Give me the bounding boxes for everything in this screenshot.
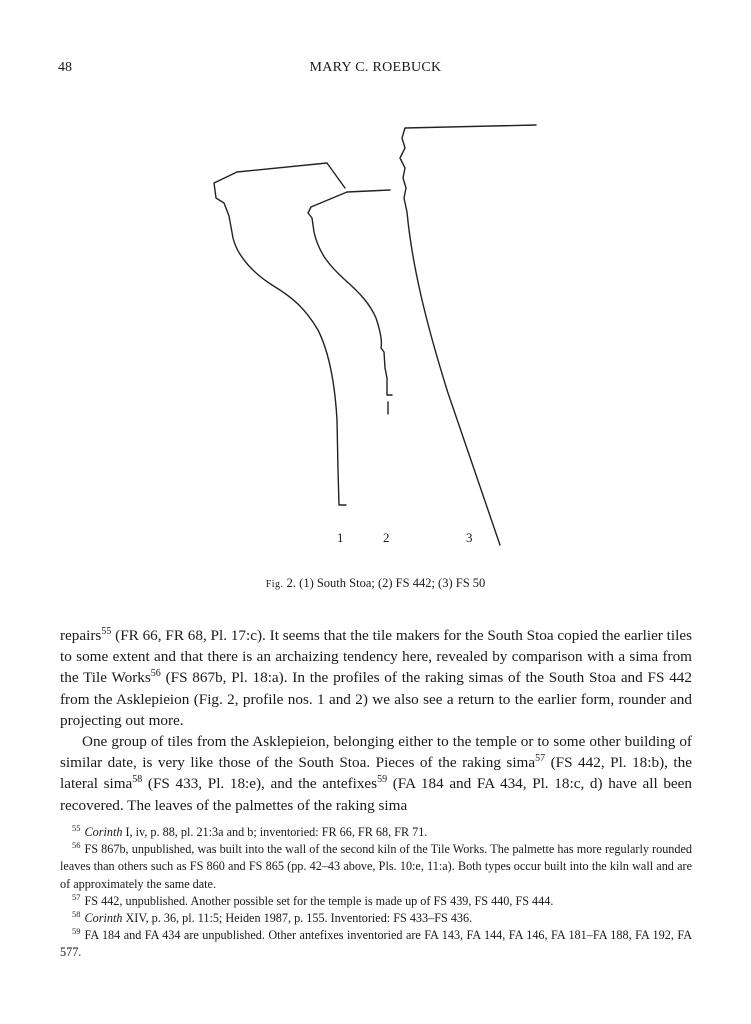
footnote-56 [60, 841, 692, 893]
text-run: (FS 442, Pl. 18:b), the lateral sima [60, 754, 692, 793]
citation-title: Corinth [84, 911, 123, 926]
footnote-57 [60, 893, 692, 910]
footnote-ref-56: 56 [150, 668, 161, 680]
footnote-number: 57 [72, 891, 81, 902]
text-run: (FS 433, Pl. 18:e), and the antefixes [142, 775, 378, 793]
footnote-text: FS 867b, unpublished, was built into the wall of the second kiln of the Tile Works. The palmette has more regularly rounded leaves than others such as FS 860 and FS 865 (pp. 42–43 above, Pls. 10:e, 11:a). Both types occur built into the kiln wall and are of approximately the same date. [60, 842, 692, 891]
footnote-number: 58 [72, 908, 81, 919]
footnote-ref-58: 58 [132, 774, 143, 786]
footnote-number: 55 [72, 822, 81, 833]
footnote-55 [60, 824, 692, 841]
profile-1-outline [214, 163, 346, 505]
footnotes [60, 824, 692, 962]
running-head: MARY C. ROEBUCK [309, 60, 442, 75]
footnote-text: XIV, p. 36, pl. 11:5; Heiden 1987, p. 155. Inventoried: FS 433–FS 436. [122, 911, 473, 926]
page-number: 48 [58, 60, 72, 75]
text-run: repairs [60, 627, 102, 644]
profile-3-outline [400, 125, 536, 545]
paragraph-2 [60, 731, 692, 816]
text-run: (FA 184 and FA 434, Pl. 18:c, d) have all been recovered. The leaves of the palmettes of the raking sima [60, 775, 693, 814]
footnote-number: 56 [72, 840, 81, 851]
footnote-number: 59 [72, 926, 81, 937]
profile-2-outline [308, 190, 392, 395]
caption-prefix: Fig. [265, 579, 284, 590]
figure-caption [0, 576, 751, 591]
footnote-ref-57: 57 [535, 753, 546, 765]
figure-label-1: 1 [337, 530, 344, 545]
figure-label-3: 3 [466, 530, 473, 545]
caption-text: 2. (1) South Stoa; (2) FS 442; (3) FS 50 [286, 576, 486, 590]
text-run: One group of tiles from the Asklepieion, belonging either to the temple or to some other building of similar date, is very like those of the South Stoa. Pieces of the raking sima [60, 733, 692, 772]
text-run: (FS 867b, Pl. 18:a). In the profiles of the raking simas of the South Stoa and FS 442 from the Asklepieion (Fig. 2, profile nos. 1 and 2) we also see a return to the earlier form, rounder and projecting out more. [60, 669, 692, 729]
footnote-ref-55: 55 [101, 625, 112, 637]
citation-title: Corinth [84, 825, 123, 839]
footnote-text: FS 442, unpublished. Another possible set for the temple is made up of FS 439, FS 440, FS 444. [84, 893, 554, 908]
paragraph-1 [60, 625, 692, 731]
footnote-text: I, iv, p. 88, pl. 21:3a and b; inventoried: FR 66, FR 68, FR 71. [122, 825, 428, 839]
text-run: (FR 66, FR 68, Pl. 17:c). It seems that the tile makers for the South Stoa copied the earlier tiles to some extent and that there is an archaizing tendency here, revealed by comparison with a sima from the Tile Works [60, 627, 692, 687]
footnote-ref-59: 59 [377, 774, 388, 786]
footnote-text: FA 184 and FA 434 are unpublished. Other antefixes inventoried are FA 143, FA 144, FA 146, FA 181–FA 188, FA 192, FA 577. [60, 928, 692, 960]
body-text [60, 625, 692, 816]
footnote-59 [60, 927, 692, 961]
figure-label-2: 2 [383, 530, 390, 545]
footnote-58 [60, 910, 692, 927]
